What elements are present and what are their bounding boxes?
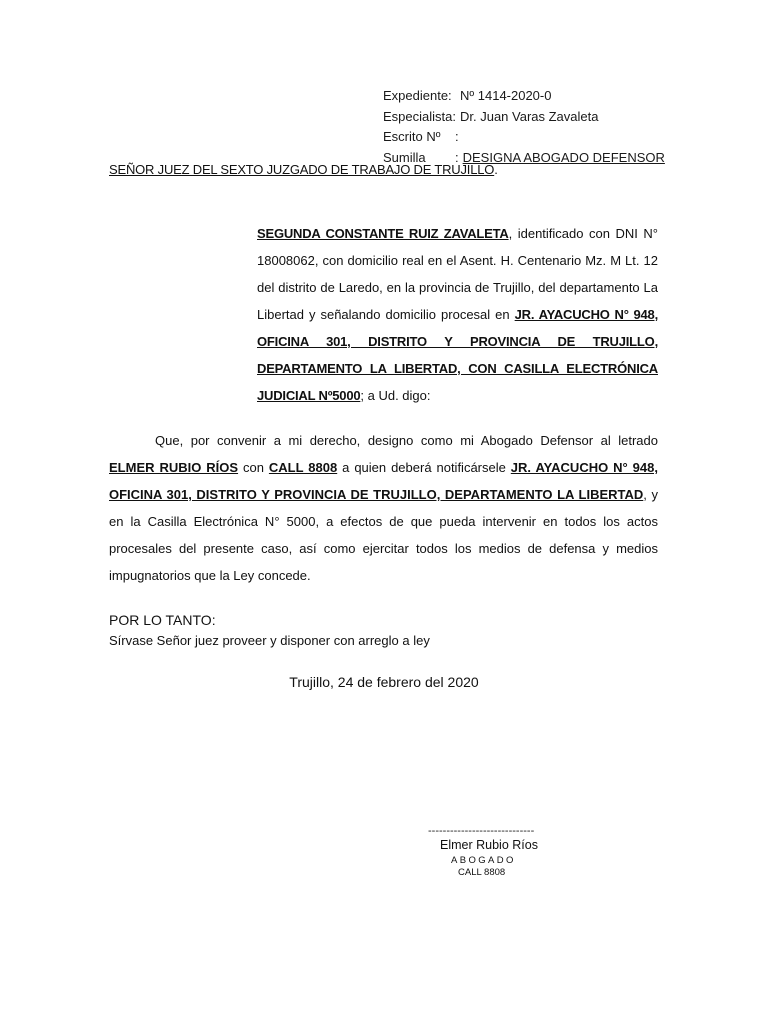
body-text-4: , y en la Casilla Electrónica N° 5000, a efectos de que pueda intervenir en todos los actos procesales del presente caso, así como ejercitar todos los medios de defensa y medios impugnatorios que la Ley concede. [109, 487, 658, 584]
body-text-3: a quien deberá notificársele [337, 460, 511, 476]
expediente-label: Expediente: [383, 88, 452, 103]
especialista-value: Dr. Juan Varas Zavaleta [459, 108, 599, 124]
sumilla-separator: : [455, 149, 459, 165]
signature-title: ABOGADO [451, 855, 516, 866]
especialista-label: Especialista: [383, 108, 456, 124]
escrito-value: : [455, 129, 459, 144]
closing-request: Sírvase Señor juez proveer y disponer con arreglo a ley [109, 633, 430, 648]
procedural-address: JR. AYACUCHO N° 948, OFICINA 301, DISTRITO Y PROVINCIA DE TRUJILLO, DEPARTAMENTO LA LIBERTAD, CON CASILLA ELECTRÓNICA JUDICIAL Nº5000 [257, 307, 658, 403]
body-paragraph [109, 427, 658, 590]
addressee-period: . [494, 162, 498, 177]
intro-paragraph [257, 220, 658, 409]
signature-call: CALL 8808 [458, 867, 506, 878]
lawyer-call: CALL 8808 [268, 460, 338, 476]
intro-text: , identificado con DNI N° 18008062, con domicilio real en el Asent. H. Centenario Mz. M Lt. 12 del distrito de Laredo, en la provincia de Trujillo, del departamento La Libertad y señalando domicilio procesal en [257, 226, 658, 322]
expediente-row [383, 86, 665, 107]
signature-name: Elmer Rubio Ríos [440, 838, 538, 852]
petitioner-name: SEGUNDA CONSTANTE RUIZ ZAVALETA [257, 226, 509, 241]
escrito-label: Escrito Nº [383, 129, 441, 144]
body-text-1: Que, por convenir a mi derecho, designo como mi Abogado Defensor al letrado [155, 433, 658, 448]
especialista-row [383, 107, 665, 128]
signature-line: ----------------------------- [428, 825, 535, 837]
date-line: Trujillo, 24 de febrero del 2020 [289, 674, 479, 690]
sumilla-value: DESIGNA ABOGADO DEFENSOR [462, 149, 665, 165]
expediente-value: Nº 1414-2020-0 [460, 88, 552, 103]
intro-closing: ; a Ud. digo: [360, 388, 431, 403]
closing-heading: POR LO TANTO: [109, 612, 216, 628]
case-header [383, 86, 665, 168]
body-text-2: con [238, 460, 269, 476]
lawyer-name: ELMER RUBIO RÍOS [109, 460, 239, 476]
addressee [109, 162, 498, 177]
escrito-row [383, 127, 665, 148]
sumilla-label: Sumilla [383, 149, 426, 165]
notification-address: JR. AYACUCHO N° 948, OFICINA 301, DISTRITO Y PROVINCIA DE TRUJILLO, DEPARTAMENTO LA LIBERTAD [109, 460, 658, 503]
addressee-text: SEÑOR JUEZ DEL SEXTO JUZGADO DE TRABAJO DE TRUJILLO [109, 162, 495, 177]
